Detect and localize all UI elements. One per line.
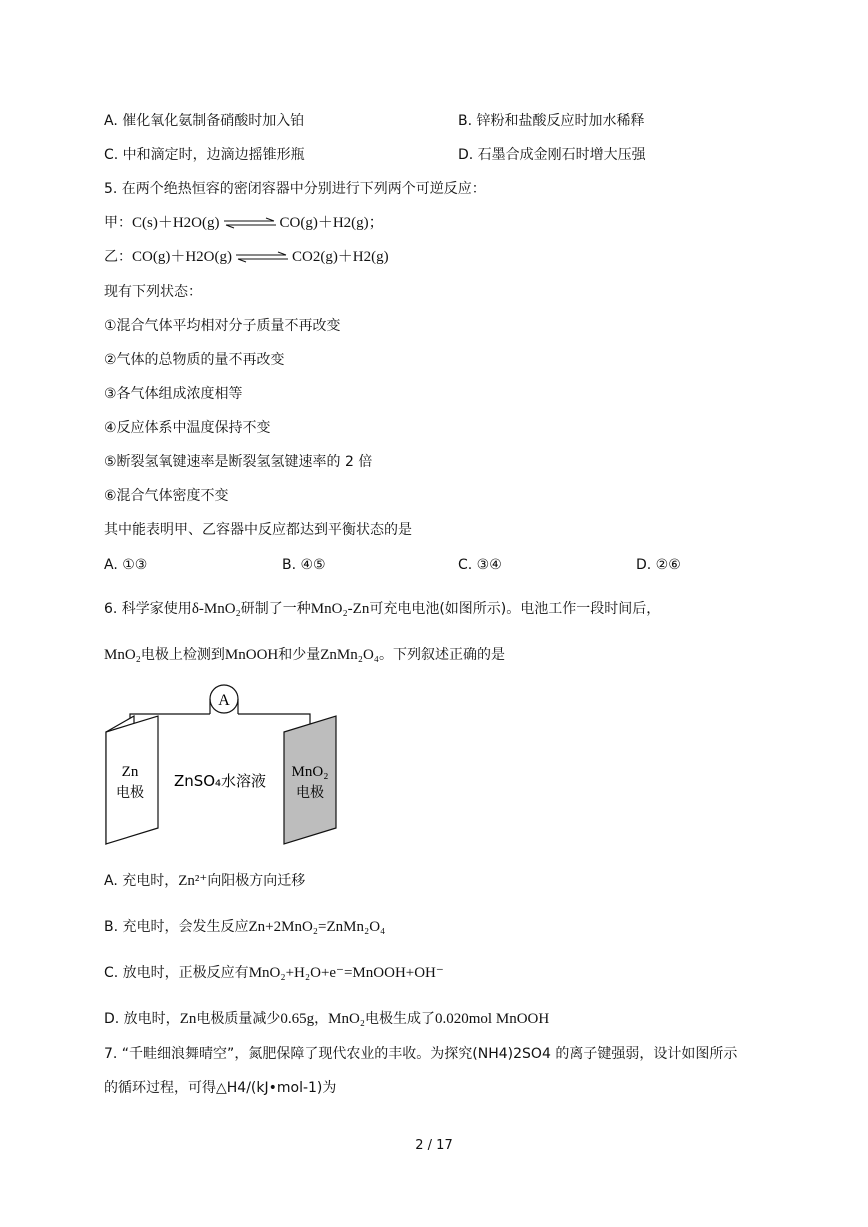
formula-zn: Zn — [179, 1011, 197, 1027]
stem-text: 和少量 — [278, 647, 321, 663]
q5-state-6: ⑥混合气体密度不变 — [104, 488, 229, 504]
formula-mno2: MnO₂ — [104, 647, 141, 663]
zn-electrode-label-1: Zn — [121, 764, 139, 780]
mno2-electrode-label-2: 电极 — [296, 785, 324, 801]
q6-stem-line2 — [104, 646, 505, 664]
ammeter-label: A — [218, 692, 230, 709]
q7-stem-line1: 7. “千畦细浪舞晴空”，氮肥保障了现代农业的丰收。为探究(NH4)2SO4 的离子键强弱，设计如图所示 — [104, 1046, 738, 1062]
reaction-label: 乙： — [104, 249, 132, 265]
zn-electrode-label-2: 电极 — [116, 785, 144, 801]
q5-question: 其中能表明甲、乙容器中反应都达到平衡状态的是 — [104, 522, 412, 538]
q6-stem-line1 — [104, 600, 660, 618]
reversible-arrow-icon — [234, 251, 290, 263]
wire-right — [238, 714, 310, 724]
option-text: 向阳极方向迁移 — [207, 873, 306, 889]
stem-text: 。下列叙述正确的是 — [379, 647, 506, 663]
formula-zn2plus: Zn²⁺ — [178, 873, 208, 889]
stem-text: 电极上检测到 — [140, 647, 225, 663]
reaction-label: 甲： — [104, 215, 132, 231]
mno2-electrode — [284, 716, 336, 844]
q4-option-d: D. 石墨合成金刚石时增大压强 — [458, 147, 646, 163]
q5-option-b: B. ④⑤ — [282, 557, 326, 573]
q4-option-c: C. 中和滴定时，边滴边摇锥形瓶 — [104, 147, 305, 163]
q5-states-intro: 现有下列状态： — [104, 284, 202, 300]
formula-reaction-b: Zn+2MnO₂=ZnMn₂O₄ — [248, 919, 386, 935]
option-text: ， — [314, 1011, 329, 1027]
option-text: 电极质量减少 — [196, 1011, 281, 1027]
formula-mno2-zn: MnO₂-Zn — [310, 601, 370, 617]
q4-option-b: B. 锌粉和盐酸反应时加水稀释 — [458, 113, 645, 129]
q7-stem-line2: 的循环过程，可得△H4/(kJ•mol-1)为 — [104, 1080, 337, 1096]
q5-state-1: ①混合气体平均相对分子质量不再改变 — [104, 318, 341, 334]
q6-option-b — [104, 918, 385, 936]
stem-text: 6. 科学家使用 — [104, 601, 192, 617]
page-number: 2 / 17 — [415, 1138, 453, 1153]
q6-option-c — [104, 964, 444, 982]
formula-mass: 0.65g — [280, 1011, 315, 1027]
option-text: 电极生成了 — [365, 1011, 436, 1027]
battery-diagram — [104, 684, 344, 846]
q5-state-2: ②气体的总物质的量不再改变 — [104, 352, 285, 368]
reaction-products: CO(g)＋H2(g)； — [279, 215, 384, 231]
option-text: A. 充电时， — [104, 873, 179, 889]
mno2-electrode-label-1: MnO₂ — [291, 764, 329, 780]
q5-state-5: ⑤断裂氢氧键速率是断裂氢氢键速率的 2 倍 — [104, 454, 373, 470]
q5-state-3: ③各气体组成浓度相等 — [104, 386, 243, 402]
stem-text: 研制了一种 — [240, 601, 311, 617]
q5-option-c: C. ③④ — [458, 557, 502, 573]
reversible-arrow-icon — [222, 217, 278, 229]
option-text: C. 放电时，正极反应有 — [104, 965, 249, 981]
formula-reaction-c: MnO₂+H₂O+e⁻=MnOOH+OH⁻ — [248, 965, 444, 981]
stem-text: 可充电电池(如图所示)。电池工作一段时间后， — [369, 601, 661, 617]
formula-znmn2o4: ZnMn₂O₄ — [320, 647, 380, 663]
q6-option-d — [104, 1010, 549, 1028]
electrolyte-label: ZnSO₄水溶液 — [173, 772, 267, 790]
option-text: D. 放电时， — [104, 1011, 180, 1027]
option-text: B. 充电时，会发生反应 — [104, 919, 249, 935]
q5-stem: 5. 在两个绝热恒容的密闭容器中分别进行下列两个可逆反应： — [104, 181, 486, 197]
q5-option-a: A. ①③ — [104, 557, 148, 573]
q4-option-a: A. 催化氧化氨制备硝酸时加入铂 — [104, 113, 305, 129]
zn-electrode-body — [106, 716, 158, 844]
q5-option-d: D. ②⑥ — [636, 557, 681, 573]
reaction-reactants: CO(g)＋H2O(g) — [132, 249, 232, 265]
q5-reaction-yi — [104, 248, 389, 266]
q6-option-a — [104, 872, 305, 890]
formula-mno2: MnO₂ — [328, 1011, 366, 1027]
formula-mnooh: MnOOH — [224, 647, 279, 663]
reaction-reactants: C(s)＋H2O(g) — [132, 215, 220, 231]
q5-state-4: ④反应体系中温度保持不变 — [104, 420, 271, 436]
formula-delta-mno2: δ-MnO₂ — [191, 601, 241, 617]
q5-reaction-jia — [104, 214, 384, 232]
formula-mnooh-amount: 0.020mol MnOOH — [435, 1011, 550, 1027]
reaction-products: CO2(g)＋H2(g) — [291, 249, 389, 265]
